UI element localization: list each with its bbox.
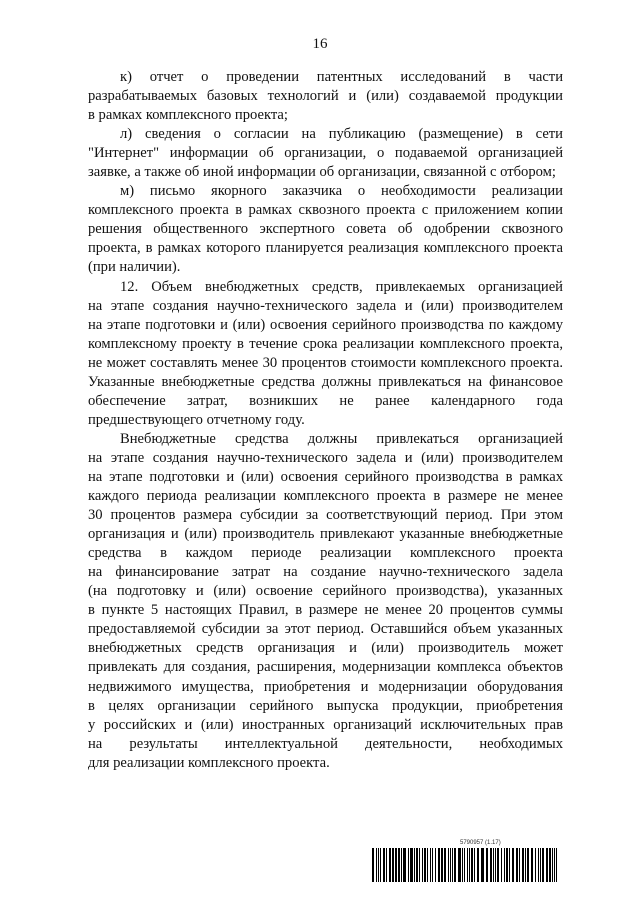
text-line: обеспечение затрат, возникших не ранее календарного года [88,392,563,409]
text-line: л) сведения о согласии на публикацию (размещение) в сети [120,126,563,143]
paragraph [88,125,563,182]
text-line: внебюджетных средств организация и (или) производитель может [88,640,563,657]
text-line: Указанные внебюджетные средства должны привлекаться на финансовое [88,373,563,390]
text-line: предоставляемой субсидии за этот период. Оставшийся объем указанных [88,621,563,638]
text-line: (при наличии). [88,259,181,276]
text-line: для реализации комплексного проекта. [88,754,330,771]
text-line: "Интернет" информации об организации, о подаваемой организацией [88,145,563,162]
text-line: предшествующего отчетному году. [88,411,305,428]
text-line: средства в каждом периоде реализации комплексного проекта [88,545,563,562]
text-line: в пункте 5 настоящих Правил, в размере не менее 20 процентов суммы [88,602,563,619]
text-line: на этапе подготовки и (или) освоения серийного производства в рамках [88,468,563,485]
text-line: комплексному проекту в течение срока реализации комплексного проекта, [88,335,563,352]
page-number: 16 [312,36,328,52]
paragraph [88,182,563,277]
text-line: у российских и (или) иностранных организаций исключительных прав [88,716,563,733]
text-line: 12. Объем внебюджетных средств, привлекаемых организацией [120,278,563,295]
paragraph [88,278,563,430]
text-line: каждого периода реализации комплексного проекта в размере не менее [88,488,563,505]
text-line: (на подготовку и (или) освоение серийного производства), указанных [88,583,563,600]
text-line: решения общественного экспертного совета об одобрении сквозного [88,221,563,238]
document-footer [372,840,558,882]
text-line: на финансирование затрат на создание научно-технического задела [88,564,563,581]
text-line: Внебюджетные средства должны привлекаться организацией [120,430,563,447]
text-line: заявке, а также об иной информации об организации, связанной с отбором; [88,164,556,181]
text-line: на этапе создания научно-технического задела и (или) производителем [88,449,563,466]
text-line: в рамках комплексного проекта; [88,107,288,124]
text-line: не может составлять менее 30 процентов стоимости комплексного проекта. [88,354,563,371]
text-line: комплексного проекта в рамках сквозного проекта с приложением копии [88,202,563,219]
text-line: проекта, в рамках которого планируется реализация комплексного проекта [88,240,563,257]
text-line: привлекать для создания, расширения, модернизации комплекса объектов [88,659,563,676]
text-line: на результаты интеллектуальной деятельности, необходимых [88,735,563,752]
document-body [88,68,563,773]
text-line: 30 процентов размера субсидии за соответствующий период. При этом [88,507,563,524]
text-line: разрабатываемых базовых технологий и (или) создаваемой продукции [88,88,563,105]
document-code: 5790957 (1.17) [460,840,501,846]
text-line: в целях организации серийного выпуска продукции, приобретения [88,697,563,714]
paragraph [88,68,563,125]
text-line: м) письмо якорного заказчика о необходимости реализации [120,183,563,200]
text-line: организация и (или) производитель привлекают указанные внебюджетные [88,526,563,543]
paragraph [88,430,563,773]
text-line: на этапе создания научно-технического задела и (или) производителем [88,297,563,314]
text-line: к) отчет о проведении патентных исследований в части [120,69,563,85]
text-line: на этапе подготовки и (или) освоения серийного производства по каждому [88,316,563,333]
barcode-image [372,848,558,882]
text-line: недвижимого имущества, приобретения и модернизации оборудования [88,678,563,695]
